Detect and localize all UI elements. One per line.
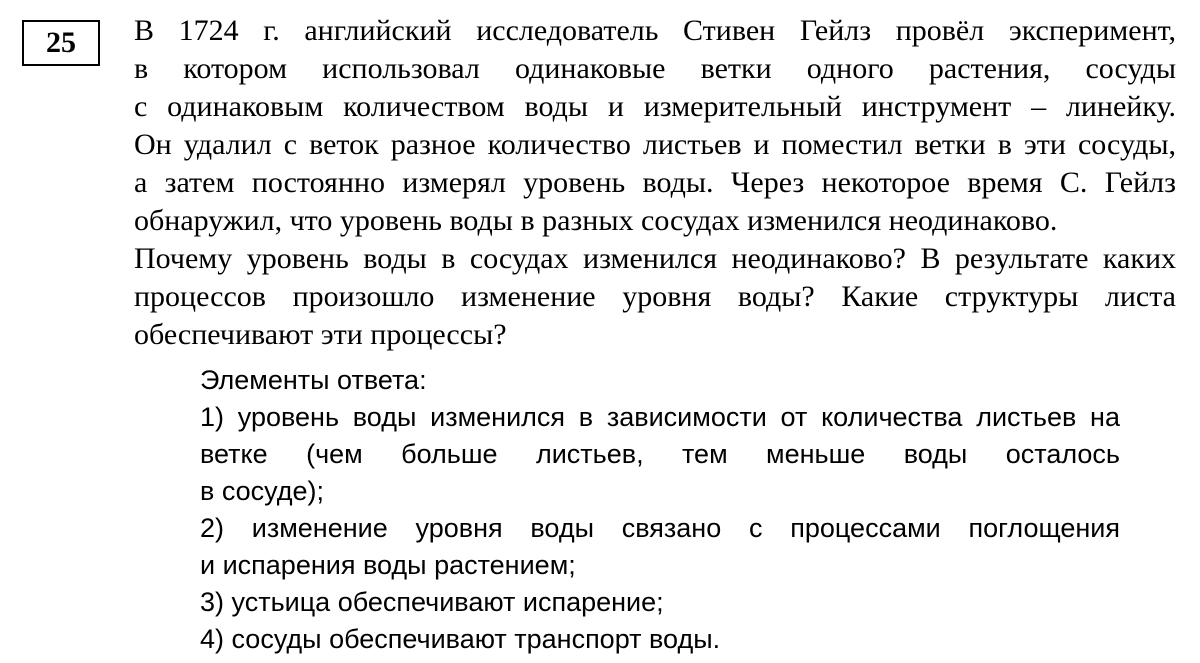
- question-line: Он удалил с веток разное количество листьев и поместил ветки в эти сосуды,: [134, 128, 1176, 161]
- task-number: 25: [46, 26, 76, 59]
- question-line: а затем постоянно измерял уровень воды. Через некоторое время С. Гейлз: [134, 166, 1176, 199]
- question-line: в котором использовал одинаковые ветки одного растения, сосуды: [134, 52, 1176, 85]
- answer-elements: [200, 362, 1120, 658]
- question-line: обнаружил, что уровень воды в разных сосудах изменился неодинаково.: [134, 204, 1058, 237]
- answer-line: 2) изменение уровня воды связано с процессами поглощения: [200, 513, 1120, 543]
- question-line: обеспечивают эти процессы?: [134, 318, 507, 351]
- answer-line: 4) сосуды обеспечивают транспорт воды.: [200, 624, 721, 654]
- answer-line: 1) уровень воды изменился в зависимости от количества листьев на: [200, 402, 1120, 432]
- answer-line: и испарения воды растением;: [200, 550, 576, 580]
- answer-line: 3) устьица обеспечивают испарение;: [200, 587, 664, 617]
- question-line: В 1724 г. английский исследователь Стивен Гейлз провёл эксперимент,: [134, 14, 1176, 47]
- question-line: процессов произошло изменение уровня воды? Какие структуры листа: [134, 280, 1176, 313]
- answer-heading: Элементы ответа:: [200, 365, 427, 395]
- answer-line: в сосуде);: [200, 476, 325, 506]
- task-number-box: [22, 20, 100, 66]
- question-text: [134, 12, 1176, 354]
- question-line: с одинаковым количеством воды и измерительный инструмент – линейку.: [134, 90, 1176, 123]
- answer-line: ветке (чем больше листьев, тем меньше воды осталось: [200, 439, 1120, 469]
- question-line: Почему уровень воды в сосудах изменился неодинаково? В результате каких: [134, 242, 1176, 275]
